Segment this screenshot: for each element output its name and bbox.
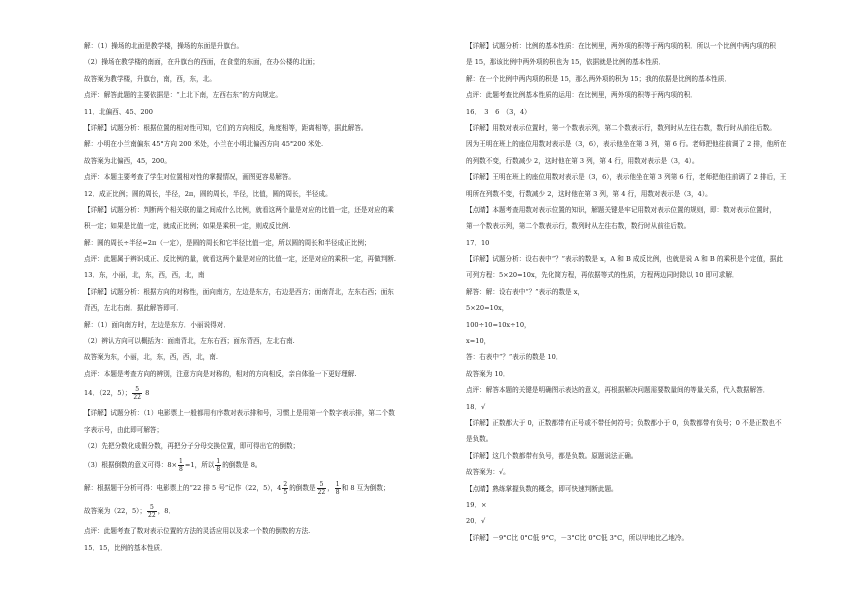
text-line: 【详解】－9°C比 0°C低 9°C，－3°C比 0°C低 3°C，所以甲地比乙地冷。 [466, 533, 689, 542]
text-line: 明所在列数不变，行数减少 2，这时他在第 3 列，第 4 行，用数对表示是（3，4）。 [466, 189, 712, 198]
text-line: 是负数。 [466, 435, 493, 444]
text-line: 故答案为：√。 [466, 468, 510, 477]
text-line: 解：小明在小兰南偏东 45°方向 200 米处，小兰在小明北偏西方向 45°200 米处. [84, 140, 324, 149]
text-line: 故答案为北偏西，45，200。 [84, 156, 171, 165]
text-line: 背西，左北右南．据此解答即可． [84, 304, 183, 313]
text-line: 解：圆的周长÷半径=2π（一定），是圆的周长和它半径比值一定，所以圆的周长和半径成正比例； [84, 238, 371, 247]
question-heading: 19．× [466, 500, 487, 509]
fraction: $\frac{1}{8}$ [216, 457, 221, 473]
question-heading: 17．10 [466, 238, 490, 247]
text-line: 点评：此题考查了数对表示位置的方法的灵活应用以及求一个数的倒数的方法. [84, 527, 311, 536]
text-line: 解：（1）操场的北面是教学楼，操场的东面是升旗台。 [84, 42, 244, 50]
right-column [466, 38, 830, 546]
text-line: （2）辨认方向可以概括为：面南背北，左东右西；面东背西，左北右南. [84, 337, 295, 346]
text-line: 故答案为（22，5）； $\frac{5}{22}$ ，8． [84, 503, 176, 519]
equation-line: x=10， [466, 337, 491, 346]
text-line: 解答：解：设右表中“？”表示的数是 x， [466, 287, 585, 296]
fraction: $\frac{2}{5}$ [283, 480, 288, 496]
text-line: 的列数不变，行数减少 2，这时他在第 3 列，第 4 行，用数对表示是（3，4）。 [466, 156, 699, 165]
text-line: 【详解】正数都大于 0，正数都带有正号或不带任何符号；负数都小于 0，负数都带有负号；0 不是正数也不 [466, 418, 782, 427]
question-heading: 13．东，小丽，北，东，西，西，北，南 [84, 271, 205, 280]
text-line: 【详解】试题分析：判断两个相关联的量之间成什么比例，就看这两个量是对应的比值一定，还是对应的乘 [84, 205, 394, 214]
fraction: $\frac{5}{22}$ [317, 480, 326, 496]
text-line: 点评：本题是考查方向的辨别，注意方向是对称的，相对的方向相反，亲自体验一下更好理解. [84, 369, 357, 378]
text-line: 解：（1）面向南方时，左边是东方．小丽说得对． [84, 320, 230, 329]
text-line: 【详解】试题分析：根据方向的对称性，面向南方，左边是东方，右边是西方；面南背北，左东右西；面东 [84, 287, 394, 296]
fraction: $\frac{5}{22}$ [148, 503, 156, 519]
text-line: （3）根据倒数的意义可得：8× $\frac{1}{8}$ =1，所以 $\frac{1}{8}$ 的倒数是 8。 [84, 457, 262, 473]
q14-prefix: 14．（22，5）； [84, 389, 132, 398]
text-line: 点评：本题主要考查了学生对位置相对性的掌握情况，画图更容易解答。 [84, 173, 295, 182]
left-column [84, 38, 448, 556]
text-line: 故答案为教学楼，升旗台，南，西，东，北。 [84, 74, 216, 83]
equation-line: 100÷10=10x÷10， [466, 320, 531, 329]
text-line: （2）操场在教学楼的南面，在升旗台的西面，在食堂的东面，在办公楼的北面； [84, 58, 319, 67]
question-heading: 16． 3 6 （3，4） [466, 107, 531, 116]
text-line: 答：右表中“？”表示的数是 10． [466, 353, 563, 362]
text-line: 字表示号，由此即可解答； [84, 425, 164, 434]
fraction: $\frac{5}{22}$ [133, 385, 141, 401]
text-line: 可列方程：5×20=10x，先化简方程，再依据等式的性质，方程两边同时除以 10 即可求解． [466, 271, 739, 280]
text-line: 【详解】王明在班上的座位用数对表示是（3，6），表示他坐在第 3 列第 6 行，老师把他往前调了 2 排后，王 [466, 173, 787, 182]
equation-line: 5×20=10x， [466, 304, 509, 313]
question-heading: 12．成正比例；圆的周长，半径，2π，圆的周长，半径，比值，圆的周长，半径成。 [84, 189, 332, 198]
text-line: 【详解】试题分析：（1）电影票上一般都用有序数对表示排和号，习惯上是用第一个数字表示排，第二个数 [84, 409, 395, 418]
fraction: $\frac{1}{8}$ [335, 480, 340, 496]
text-line: 点评：解答此题的主要依据是：“上北下南，左西右东”的方向规定。 [84, 91, 282, 100]
text-line: 第一个数表示列，第二个数表示行，数列时从左往右数，数行时从前往后数。 [466, 222, 691, 231]
text-line: 解：在一个比例中两内项的积是 15，那么两外项的积为 15；我的依据是比例的基本性质． [466, 74, 731, 83]
question-heading [84, 382, 448, 405]
text-line: 故答案为东，小丽，北，东，西，西，北，南. [84, 353, 218, 362]
text-line: 【点睛】本题考查用数对表示位置的知识，解题关键是牢记用数对表示位置的规则，即：数对表示位置时， [466, 205, 776, 214]
text-line: （2）先把分数化成假分数，再把分子分母交换位置，即可得出它的倒数； [84, 441, 300, 450]
text-line: 因为王明在班上的座位用数对表示是（3，6），表示他坐在第 3 列，第 6 行。老师把他往前调了 2 排，他所在 [466, 140, 787, 149]
text-line: 【点睛】熟练掌握负数的概念，即可快速判断此题。 [466, 484, 618, 493]
question-heading: 20．√ [466, 517, 486, 526]
question-heading: 18．√ [466, 402, 486, 411]
text-line: 是 15，那该比例中两外项的积也为 15，依据就是比例的基本性质． [466, 58, 666, 67]
text-line: 解：根据题干分析可得：电影票上的“22 排 5 号”记作（22，5），4 $\frac{2}{5}$ 的倒数是 $\frac{5}{22}$ ， $\frac{1}{8}$ 和 8 互为倒数； [84, 480, 390, 496]
text-line: 故答案为 10． [466, 369, 510, 378]
q14-suffix: 8 [143, 389, 150, 398]
text-line: 积一定；如果是比值一定，就成正比例；如果是乘积一定，则成反比例. [84, 222, 291, 231]
text-line: 【详解】试题分析：比例的基本性质：在比例里，两外项的积等于两内项的积．所以一个比例中两内项的积 [466, 42, 776, 50]
question-heading: 11．北偏西、45、200 [84, 107, 153, 116]
fraction: $\frac{1}{8}$ [179, 457, 183, 473]
text-line: 点评：此题考查比例基本性质的运用：在比例里，两外项的积等于两内项的积． [466, 91, 697, 100]
text-line: 【详解】试题分析：设右表中“？”表示的数是 x，A 和 B 成反比例，也就是说 A 和 B 的乘积是个定值，据此 [466, 255, 783, 264]
text-line: 【详解】试题分析：根据位置的相对性可知，它们的方向相反，角度相等，距离相等，据此解答。 [84, 123, 368, 132]
text-line: 点评：此题属于辨识成正、反比例的量，就看这两个量是对应的比值一定，还是对应的乘积一定，再做判断. [84, 255, 397, 264]
text-line: 【详解】这几个数都带有负号，都是负数。原题说法正确。 [466, 451, 638, 460]
text-line: 点评：解答本题的关键是明确图示表达的意义，再根据解决问题需要数量间的等量关系，代入数据解答． [466, 386, 770, 395]
text-line: 【详解】用数对表示位置时，第一个数表示列，第二个数表示行，数列时从左往右数，数行时从前往后数。 [466, 123, 776, 132]
question-heading: 15．15，比例的基本性质． [84, 543, 167, 552]
